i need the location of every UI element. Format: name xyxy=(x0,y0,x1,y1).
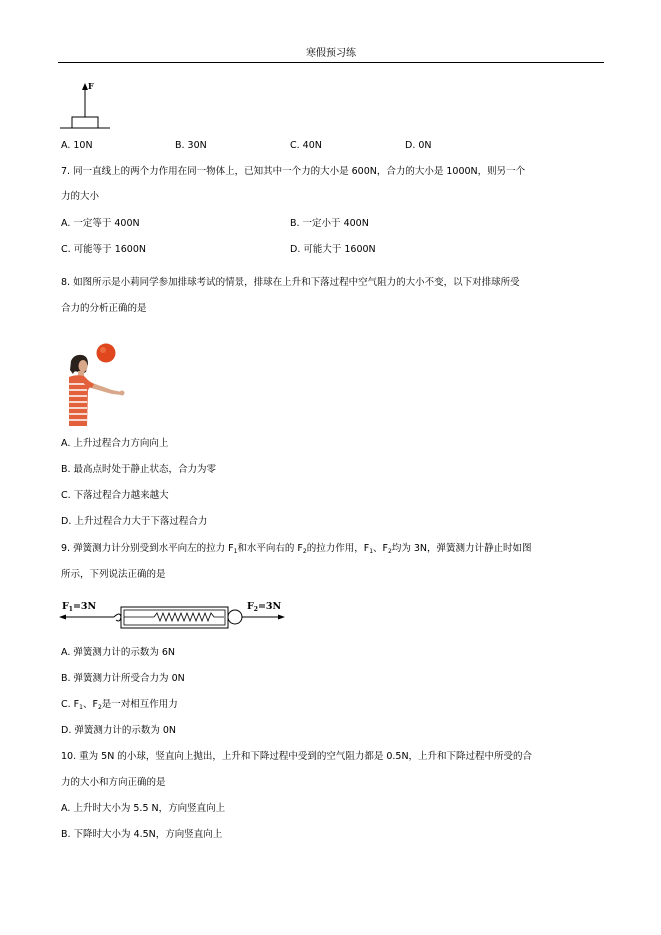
q6-option-b: B. 30N xyxy=(175,140,207,151)
q9-text-line2: 所示，下列说法正确的是 xyxy=(61,569,166,580)
q9-option-d: D. 弹簧测力计的示数为 0N xyxy=(61,725,177,736)
header-rule xyxy=(58,62,604,63)
q8-option-b: B. 最高点时处于静止状态，合力为零 xyxy=(61,464,217,475)
box xyxy=(72,117,98,128)
q7-option-c: C. 可能等于 1600N xyxy=(61,244,146,255)
q8-option-a: A. 上升过程合力方向向上 xyxy=(61,438,169,449)
force-label: F xyxy=(88,81,94,91)
left-arrowhead-icon xyxy=(59,615,66,620)
q10-text-line1: 10. 重为 5N 的小球，竖直向上抛出，上升和下降过程中受到的空气阻力都是 0.5N，上升和下降过程中所受的合 xyxy=(61,751,533,762)
face xyxy=(79,360,88,372)
q7-option-a: A. 一定等于 400N xyxy=(61,218,140,229)
q8-text-line2: 合力的分析正确的是 xyxy=(61,303,147,314)
q9-text-line1: 9. 弹簧测力计分别受到水平向左的拉力 $F_1$和水平向右的 $F_2$的拉力作用，$F_1$、$F_2$均为 3N，弹簧测力计静止时如图 xyxy=(61,543,532,555)
q9-option-c: C. $F_1$、$F_2$是一对相互作用力 xyxy=(61,699,178,711)
q9-option-b: B. 弹簧测力计所受合力为 0N xyxy=(61,673,185,684)
volleyball-player-figure xyxy=(62,340,130,428)
left-force-label: $F_1=3N$ xyxy=(62,601,97,613)
left-hook xyxy=(114,614,121,621)
q6-option-c: C. 40N xyxy=(290,140,322,151)
q8-option-c: C. 下落过程合力越来越大 xyxy=(61,490,169,501)
spring-balance-figure xyxy=(58,598,288,634)
right-force-label: $F_2=3N$ xyxy=(247,601,282,613)
q7-text-line2: 力的大小 xyxy=(61,191,100,202)
q6-option-d: D. 0N xyxy=(405,140,432,151)
volleyball xyxy=(97,344,116,363)
q6-option-a: A. 10N xyxy=(61,140,93,151)
box-force-figure xyxy=(60,80,115,132)
right-ring xyxy=(228,610,242,624)
q7-option-d: D. 可能大于 1600N xyxy=(290,244,376,255)
q9-option-a: A. 弹簧测力计的示数为 6N xyxy=(61,647,176,658)
q7-text-line1: 7. 同一直线上的两个力作用在同一物体上，已知其中一个力的大小是 600N，合力的大小是 1000N，则另一个 xyxy=(61,166,526,177)
q10-option-a: A. 上升时大小为 5.5 N，方向竖直向上 xyxy=(61,803,226,814)
q10-option-b: B. 下降时大小为 4.5N，方向竖直向上 xyxy=(61,829,223,840)
q10-text-line2: 力的大小和方向正确的是 xyxy=(61,777,166,788)
q8-text-line1: 8. 如图所示是小莉同学参加排球考试的情景，排球在上升和下落过程中空气阻力的大小不变，以下对排球所受 xyxy=(61,277,520,288)
q8-option-d: D. 上升过程合力大于下落过程合力 xyxy=(61,516,208,527)
page-header-title: 寒假预习练 xyxy=(306,48,356,59)
q7-option-b: B. 一定小于 400N xyxy=(290,218,369,229)
right-arrowhead-icon xyxy=(278,615,285,620)
